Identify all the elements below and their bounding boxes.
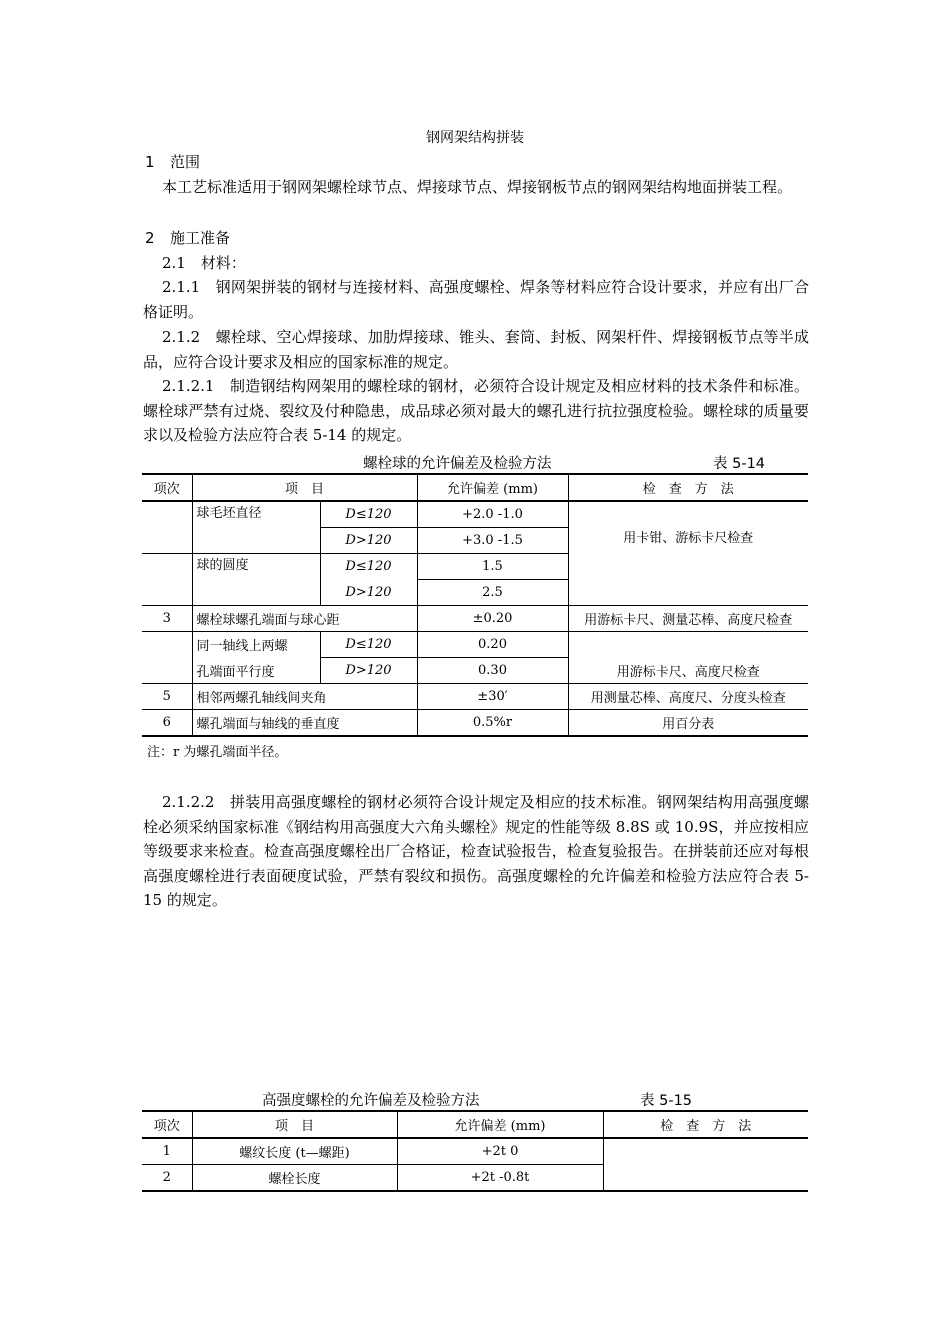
item-cell: 球的圆度 bbox=[192, 554, 320, 606]
table-row bbox=[142, 1138, 808, 1165]
table-row bbox=[142, 710, 808, 737]
value-cell: +2.0 -1.0 bbox=[417, 501, 568, 528]
header-cell: 检 查 方 法 bbox=[568, 474, 808, 501]
table-row bbox=[142, 501, 808, 528]
row-number: 5 bbox=[142, 684, 192, 710]
section-heading-text: 范围 bbox=[170, 153, 201, 171]
header-cell: 项 目 bbox=[192, 1111, 397, 1138]
table-5-14-caption: 螺栓球的允许偏差及检验方法 bbox=[363, 456, 552, 472]
clause-2-1-2: 2.1.2 螺栓球、空心焊接球、加肋焊接球、锥头、套筒、封板、网架杆件、焊接钢板节点等半成品，应符合设计要求及相应的国家标准的规定。 bbox=[143, 328, 809, 371]
subsection-2-1: 2.1 材料： bbox=[162, 254, 246, 272]
header-cell: 允许偏差 (mm) bbox=[397, 1111, 603, 1138]
row-number: 3 bbox=[142, 606, 192, 632]
condition-cell: D>120 bbox=[320, 658, 417, 684]
item-cell: 螺栓长度 bbox=[192, 1165, 397, 1192]
section-number: 1 bbox=[145, 153, 155, 171]
value-cell: 1.5 bbox=[417, 554, 568, 580]
clause-2-1-2-1: 2.1.2.1 制造钢结构网架用的螺栓球的钢材，必须符合设计规定及相应材料的技术条件和标准。螺栓球严禁有过烧、裂纹及付种隐患，成品球必须对最大的螺孔进行抗拉强度检验。螺栓球的质量要求以及检验方法应符合表 5-14 的规定。 bbox=[143, 377, 809, 444]
value-cell: 2.5 bbox=[417, 580, 568, 606]
table-5-14-label: 表 5-14 bbox=[713, 456, 766, 472]
item-cell: 同一轴线上两螺 bbox=[192, 632, 320, 658]
table-row bbox=[142, 632, 808, 658]
document-title: 钢网架结构拼装 bbox=[426, 130, 524, 146]
table-5-15-caption: 高强度螺栓的允许偏差及检验方法 bbox=[262, 1093, 480, 1109]
value-cell: ±30′ bbox=[417, 684, 568, 710]
section-number: 2 bbox=[145, 229, 155, 247]
header-cell: 检 查 方 法 bbox=[603, 1111, 808, 1138]
table-row bbox=[142, 606, 808, 632]
section-heading-text: 施工准备 bbox=[170, 229, 231, 247]
value-cell: +2t 0 bbox=[397, 1138, 603, 1165]
condition-cell: D≤120 bbox=[320, 632, 417, 658]
method-cell: 用百分表 bbox=[568, 710, 808, 737]
table-5-15 bbox=[142, 1110, 808, 1192]
clause-2-1-1: 2.1.1 钢网架拼装的钢材与连接材料、高强度螺栓、焊条等材料应符合设计要求，并应有出厂合格证明。 bbox=[143, 278, 809, 321]
section-2-heading bbox=[145, 227, 230, 248]
table-header-row bbox=[142, 474, 808, 501]
condition-cell: D>120 bbox=[320, 528, 417, 554]
row-number: 1 bbox=[142, 1138, 192, 1165]
condition-cell: D>120 bbox=[320, 580, 417, 606]
value-cell: +2t -0.8t bbox=[397, 1165, 603, 1192]
table-note: 注：r 为螺孔端面半径。 bbox=[147, 745, 288, 760]
value-cell: +3.0 -1.5 bbox=[417, 528, 568, 554]
header-cell: 项次 bbox=[153, 1119, 180, 1134]
table-header-row bbox=[142, 1111, 808, 1138]
method-cell: 用游标卡尺、测量芯棒、高度尺检查 bbox=[568, 606, 808, 632]
header-cell: 项次 bbox=[153, 482, 180, 497]
item-cell: 螺纹长度 (t—螺距) bbox=[192, 1138, 397, 1165]
item-cell: 孔端面平行度 bbox=[192, 658, 320, 684]
value-cell: 0.5%r bbox=[417, 710, 568, 737]
header-cell: 项 目 bbox=[192, 474, 417, 501]
method-cell: 用游标卡尺、高度尺检查 bbox=[568, 632, 808, 684]
item-cell: 相邻两螺孔轴线间夹角 bbox=[192, 684, 417, 710]
row-number: 6 bbox=[162, 715, 171, 730]
item-cell: 螺栓球螺孔端面与球心距 bbox=[192, 606, 417, 632]
item-cell: 螺孔端面与轴线的垂直度 bbox=[192, 710, 417, 737]
table-5-14 bbox=[142, 473, 808, 737]
condition-cell: D≤120 bbox=[320, 554, 417, 580]
value-cell: ±0.20 bbox=[417, 606, 568, 632]
method-cell: 用卡钳、游标卡尺检查 bbox=[568, 501, 808, 606]
table-row bbox=[142, 684, 808, 710]
table-5-15-label: 表 5-15 bbox=[640, 1093, 693, 1109]
header-cell: 允许偏差 (mm) bbox=[417, 474, 568, 501]
clause-2-1-2-2: 2.1.2.2 拼装用高强度螺栓的钢材必须符合设计规定及相应的技术标准。钢网架结构用高强度螺栓必须采纳国家标准《钢结构用高强度大六角头螺栓》规定的性能等级 8.8S 或 10.9S，并应按相应等级要求来检查。检查高强度螺栓出厂合格证，检查试验报告，检查复验报告。在拼装前还应对每根高强度螺栓进行表面硬度试验，严禁有裂纹和损伤。高强度螺栓的允许偏差和检验方法应符合表 5-15 的规定。 bbox=[143, 793, 809, 909]
condition-cell: D≤120 bbox=[320, 501, 417, 528]
method-cell: 用测量芯棒、高度尺、分度头检查 bbox=[568, 684, 808, 710]
value-cell: 0.30 bbox=[417, 658, 568, 684]
item-cell: 球毛坯直径 bbox=[192, 501, 320, 554]
row-number: 2 bbox=[162, 1170, 171, 1185]
section-1-text: 本工艺标准适用于钢网架螺栓球节点、焊接球节点、焊接钢板节点的钢网架结构地面拼装工程。 bbox=[162, 178, 793, 196]
section-1-heading bbox=[145, 151, 200, 172]
value-cell: 0.20 bbox=[417, 632, 568, 658]
